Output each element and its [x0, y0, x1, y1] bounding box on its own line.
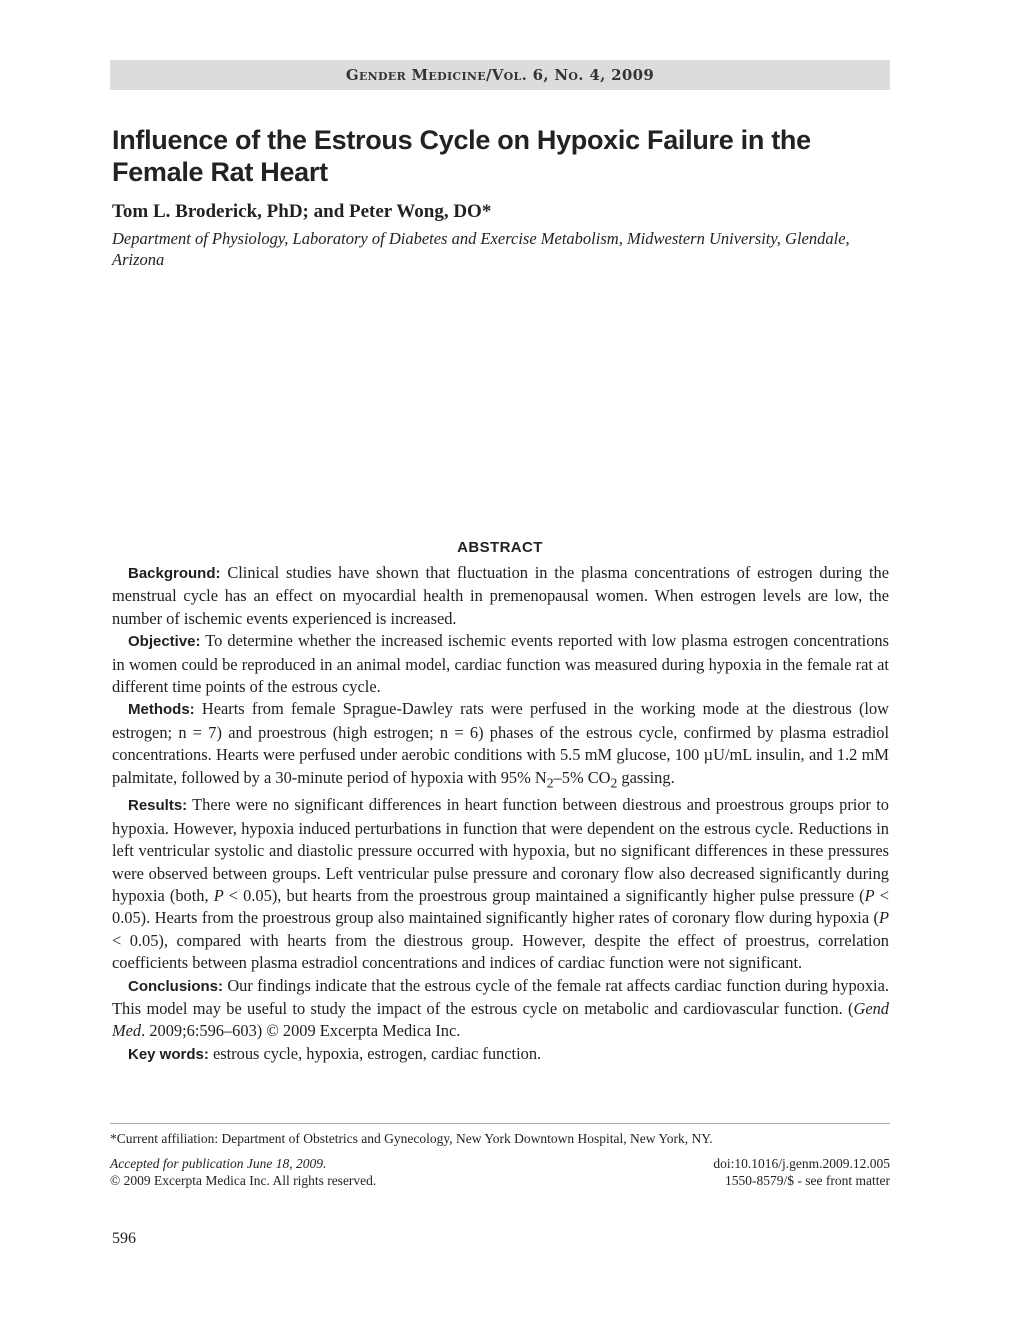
objective-text: To determine whether the increased ischemic events reported with low plasma estrogen concentrations in women could be reproduced in an animal model, cardiac function was measured during hypoxia in the female rat at different time points of the estrous cycle.	[112, 631, 889, 697]
results-text-d: < 0.05), compared with hearts from the diestrous group. However, despite the effect of proestrus, correlation coefficients between plasma estradiol concentrations and indices of cardiac function were not significant.	[112, 930, 889, 973]
results-text-a: There were no significant differences in heart function between diestrous and proestrous groups prior to hypoxia. However, hypoxia induced perturbations in function that were dependent on the estrous cycle. Reductions in left ventricular systolic and diastolic pressure occurred with hypoxia, but no significant differences in these pressures were observed between groups. Left ventricular pulse pressure and coronary flow also decreased significantly during hypoxia (both,	[112, 795, 889, 905]
results-label: Results:	[128, 797, 188, 815]
methods-text-a: Hearts from female Sprague-Dawley rats were perfused in the working mode at the diestrous (low estrogen; n = 7) and proestrous (high estrogen; n = 6) phases of the estrous cycle, confirmed by plasma estradiol concentrations. Hearts were perfused under aerobic conditions with 5.5 mM glucose, 100 µU/mL insulin, and 1.2 mM palmitate, followed by a 30-minute period of hypoxia with 95% N	[112, 699, 889, 787]
citation-journal: Gend Med	[112, 999, 889, 1041]
publication-meta-right	[713, 1155, 890, 1189]
doi: doi:10.1016/j.genm.2009.12.005	[713, 1156, 890, 1171]
journal-header-banner	[110, 60, 890, 90]
copyright-notice: © 2009 Excerpta Medica Inc. All rights reserved.	[110, 1173, 377, 1188]
conclusions-label: Conclusions:	[128, 977, 224, 995]
abstract-conclusions	[112, 975, 889, 1043]
accepted-date: Accepted for publication June 18, 2009.	[110, 1156, 327, 1171]
keywords-text: estrous cycle, hypoxia, estrogen, cardiac function.	[212, 1043, 542, 1063]
article-title: Influence of the Estrous Cycle on Hypoxic Failure in the Female Rat Heart	[112, 125, 811, 187]
methods-text-c: gassing.	[617, 767, 675, 787]
publication-meta-left	[110, 1155, 376, 1189]
abstract-objective	[112, 630, 889, 698]
abstract-results	[112, 794, 889, 974]
methods-subscript-n2: 2	[546, 774, 554, 790]
abstract-heading: ABSTRACT	[457, 539, 543, 556]
results-text-c: < 0.05). Hearts from the proestrous group also maintained significantly higher rates of coronary flow during hypoxia (	[112, 885, 889, 928]
background-label: Background:	[128, 565, 221, 582]
results-text-b: < 0.05), but hearts from the proestrous group maintained a significantly higher pulse pressure (	[223, 885, 865, 905]
p-value-symbol: P	[864, 885, 875, 905]
affiliation-footnote: *Current affiliation: Department of Obstetrics and Gynecology, New York Downtown Hospital, New York, NY.	[110, 1131, 713, 1146]
abstract-keywords	[112, 1043, 889, 1066]
article-affiliation: Department of Physiology, Laboratory of Diabetes and Exercise Metabolism, Midwestern University, Glendale, Arizona	[112, 229, 850, 269]
background-text: Clinical studies have shown that fluctuation in the plasma concentrations of estrogen during the menstrual cycle has an effect on myocardial health in premenopausal women. When estrogen levels are low, the number of ischemic events experienced is increased.	[112, 563, 889, 628]
abstract-background	[112, 562, 889, 630]
conclusions-text-b: . 2009;6:596–603) © 2009 Excerpta Medica Inc.	[141, 1021, 461, 1041]
methods-label: Methods:	[128, 701, 195, 719]
footnote-divider	[110, 1123, 890, 1124]
p-value-symbol: P	[878, 908, 889, 928]
article-authors: Tom L. Broderick, PhD; and Peter Wong, DO*	[112, 201, 492, 222]
keywords-label: Key words:	[128, 1045, 209, 1063]
abstract-body	[112, 562, 889, 1066]
methods-subscript-co2: 2	[610, 774, 618, 790]
p-value-symbol: P	[213, 885, 224, 905]
journal-name: Gender Medicine	[345, 66, 486, 84]
issn: 1550-8579/$ - see front matter	[725, 1173, 890, 1188]
journal-volume: /Vol. 6, No. 4, 2009	[485, 66, 655, 84]
abstract-methods	[112, 698, 889, 794]
objective-label: Objective:	[128, 633, 201, 651]
methods-text-b: –5% CO	[553, 767, 611, 787]
page-number: 596	[112, 1230, 136, 1247]
conclusions-text-a: Our findings indicate that the estrous cycle of the female rat affects cardiac function during hypoxia. This model may be useful to study the impact of the estrous cycle on metabolic and cardiovascular function. (	[112, 975, 889, 1018]
